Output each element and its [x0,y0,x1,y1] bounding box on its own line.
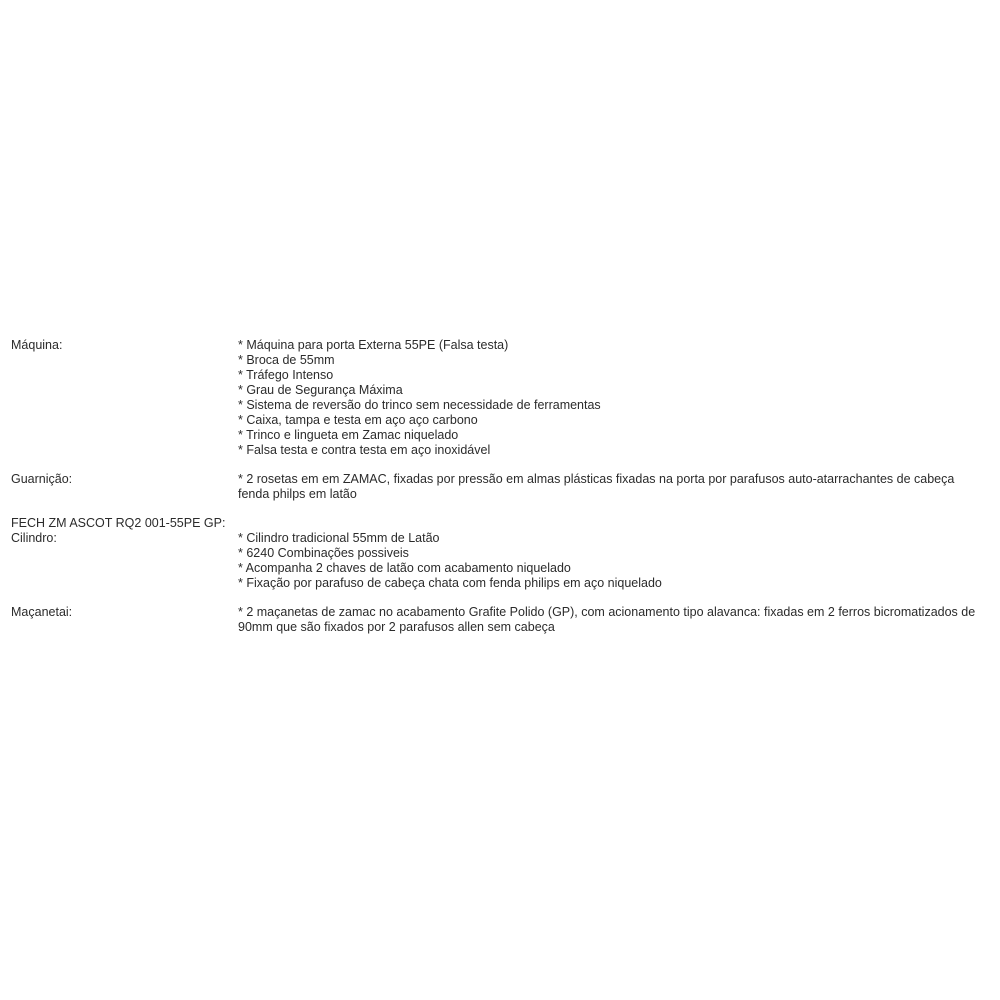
spec-row-guarnicao [11,472,986,502]
spec-row-maquina [11,338,986,458]
spec-bullet: * Máquina para porta Externa 55PE (Falsa testa) [238,338,509,352]
spec-bullet: * Cilindro tradicional 55mm de Latão [238,531,440,545]
spec-bullet: * Trinco e lingueta em Zamac niquelado [238,428,459,442]
spec-bullet: * Acompanha 2 chaves de latão com acabamento niquelado [238,561,571,575]
spec-label-maquina: Máquina: [11,338,63,352]
spec-paragraph: * 2 maçanetas de zamac no acabamento Grafite Polido (GP), com acionamento tipo alavanca: fixadas em 2 ferros bicromatizados de 90mm que são fixados por 2 parafusos allen sem cabeça [238,605,976,634]
product-title-row [11,516,986,531]
spec-row-cilindro [11,531,986,591]
spec-paragraph: * 2 rosetas em em ZAMAC, fixadas por pressão em almas plásticas fixadas na porta por parafusos auto-atarrachantes de cabeça fenda philps em latão [238,472,955,501]
spec-row-macaneta [11,605,986,635]
spec-value-macaneta [238,605,986,635]
spec-value-guarnicao [238,472,986,502]
spec-label-macaneta: Maçanetai: [11,605,73,619]
spec-bullet: * Grau de Segurança Máxima [238,383,403,397]
spec-label-cilindro: Cilindro: [11,531,57,545]
spec-bullet: * 6240 Combinações possiveis [238,546,409,560]
spec-bullet: * Falsa testa e contra testa em aço inoxidável [238,443,491,457]
product-title: FECH ZM ASCOT RQ2 001-55PE GP: [11,516,226,530]
spec-bullet: * Caixa, tampa e testa em aço aço carbono [238,413,478,427]
spec-value-cilindro [238,531,986,591]
spec-bullet: * Tráfego Intenso [238,368,334,382]
spec-bullet: * Sistema de reversão do trinco sem necessidade de ferramentas [238,398,601,412]
spec-bullet: * Broca de 55mm [238,353,335,367]
spec-value-maquina [238,338,986,458]
spec-label-guarnicao: Guarnição: [11,472,73,486]
spec-bullet: * Fixação por parafuso de cabeça chata com fenda philips em aço niquelado [238,576,662,590]
spec-sheet [11,338,986,635]
